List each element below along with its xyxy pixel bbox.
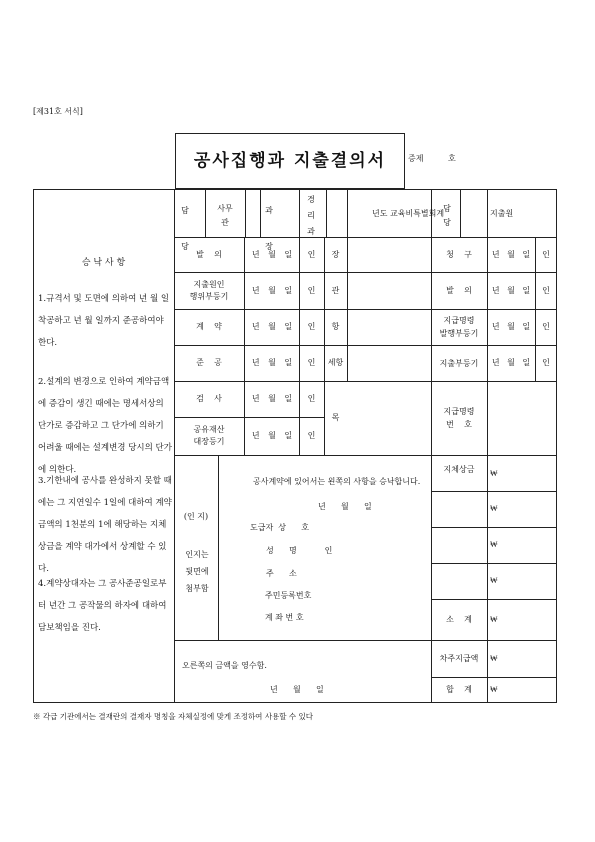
mid-row-date: 년 월 일 — [251, 249, 293, 259]
receipt-line: 오른쪽의 금액을 영수함. — [182, 661, 267, 670]
stamp-seal: (인 지) — [183, 512, 209, 521]
right-row-date: 년 월 일 — [491, 285, 531, 295]
notice-name: 성 명 인 — [266, 546, 333, 555]
money-row-won: ₩ — [490, 504, 498, 513]
doc-no-label: 증제 — [408, 154, 424, 163]
mid-row-seal: 인 — [307, 249, 316, 259]
money-row-won: ₩ — [490, 540, 498, 549]
mid-row-role: 세항 — [327, 358, 344, 367]
page-title: 공사집행과 지출결의서 — [193, 151, 387, 171]
notice-date: 년 월 일 — [318, 502, 372, 511]
mid-row-label: 계 약 — [196, 322, 222, 331]
left-item-1: 1.규격서 및 도면에 의하여 년 월 일 착공하고 년 월 일까지 준공하여야 한다. — [38, 294, 170, 348]
mid-row-role: 목 — [331, 413, 340, 422]
footnote: ※ 각급 기관에서는 결재란의 결재자 명칭을 자체실정에 맞게 조정하여 사용할 수 있다 — [33, 712, 314, 721]
right-row-seal: 인 — [542, 322, 550, 331]
mid-row-seal: 인 — [307, 431, 316, 440]
form-number: [제31호 서식] — [33, 107, 83, 116]
money-row-label: 지체상금 — [443, 465, 475, 474]
left-item-4: 4.계약상대자는 그 공사준공일로부터 년간 그 공작물의 하자에 대하여 담보책임을 진다. — [38, 579, 167, 633]
divider — [431, 189, 432, 703]
receipt-date: 년 월 일 — [270, 685, 324, 694]
mid-row-seal: 인 — [307, 358, 316, 367]
money-row-won: ₩ — [490, 685, 498, 694]
left-heading: 승 낙 사 항 — [81, 258, 126, 268]
notice-account: 계 좌 번 호 — [265, 613, 304, 622]
notice-contractor: 도급자 상 호 — [250, 523, 309, 532]
money-row-label: 소 계 — [446, 614, 472, 624]
mid-row-label: 검 사 — [196, 394, 222, 403]
mid-row-label: 지출원인 행위부등기 — [189, 279, 229, 301]
mid-row-role: 관 — [331, 285, 340, 295]
mid-row-date: 년 월 일 — [251, 431, 293, 440]
money-row-won: ₩ — [490, 614, 498, 624]
right-row-label: 청 구 — [446, 250, 472, 259]
right-row-seal: 인 — [542, 285, 550, 295]
right-row-label: 지급명령 번 호 — [443, 407, 475, 429]
right-row-date: 년 월 일 — [491, 358, 531, 367]
mid-row-label: 공유재산 대장등기 — [193, 425, 225, 446]
mid-row-date: 년 월 일 — [251, 394, 293, 403]
mid-row-label: 준 공 — [196, 358, 222, 367]
approval-samu: 사무 관 — [217, 204, 233, 227]
money-row-label: 합 계 — [446, 685, 472, 694]
money-row-won: ₩ — [490, 576, 498, 585]
notice-id-no: 주민등록번호 — [265, 591, 312, 600]
approval-year-office: 년도 교육비특별회계 — [372, 209, 445, 218]
money-row-label: 차주지급액 — [439, 653, 479, 663]
doc-no-unit: 호 — [448, 154, 456, 163]
right-row-label: 지출부등기 — [439, 358, 479, 368]
money-row-won: ₩ — [490, 653, 498, 663]
money-row-won: ₩ — [490, 469, 498, 478]
mid-row-seal: 인 — [307, 322, 316, 331]
approval-dam2: 담 당 — [443, 204, 451, 227]
mid-row-role: 항 — [331, 322, 340, 331]
right-row-seal: 인 — [542, 358, 550, 367]
right-row-date: 년 월 일 — [491, 322, 531, 331]
right-row-seal: 인 — [542, 249, 550, 259]
approval-jichulwon: 지출원 — [490, 209, 514, 218]
mid-row-date: 년 월 일 — [251, 285, 293, 295]
mid-row-seal: 인 — [307, 394, 316, 403]
stamp-note: 인지는 뒷면에 첨부함 — [185, 550, 209, 593]
approval-dam: 담 당 — [181, 206, 189, 251]
left-item-3: 3.기한내에 공사를 완성하지 못할 때에는 그 지연일수 1일에 대하여 계약금액의 1천분의 1에 해당하는 지체상금을 계약 대가에서 상계할 수 있다. — [38, 476, 172, 574]
right-row-date: 년 월 일 — [491, 249, 531, 259]
approval-gyeongri: 경 리 과 — [307, 195, 315, 236]
mid-row-seal: 인 — [307, 285, 316, 295]
mid-row-role: 장 — [331, 249, 340, 259]
notice-line1: 공사계약에 있어서는 왼쪽의 사항을 승낙합니다. — [253, 477, 421, 486]
mid-row-label: 발 의 — [196, 249, 222, 259]
approval-gwa: 과 장 — [265, 206, 273, 251]
right-row-label: 발 의 — [446, 286, 472, 295]
notice-address: 주 소 — [266, 569, 297, 578]
right-row-label: 지급명령 발행부등기 — [439, 316, 479, 338]
mid-row-date: 년 월 일 — [251, 322, 293, 331]
mid-row-date: 년 월 일 — [251, 358, 293, 367]
left-item-2: 2.설계의 변경으로 인하여 계약금액에 증감이 생긴 때에는 명세서상의 단가로 증감하고 그 단가에 의하기 어려울 때에는 설계변경 당시의 단가에 의한다. — [38, 377, 172, 475]
